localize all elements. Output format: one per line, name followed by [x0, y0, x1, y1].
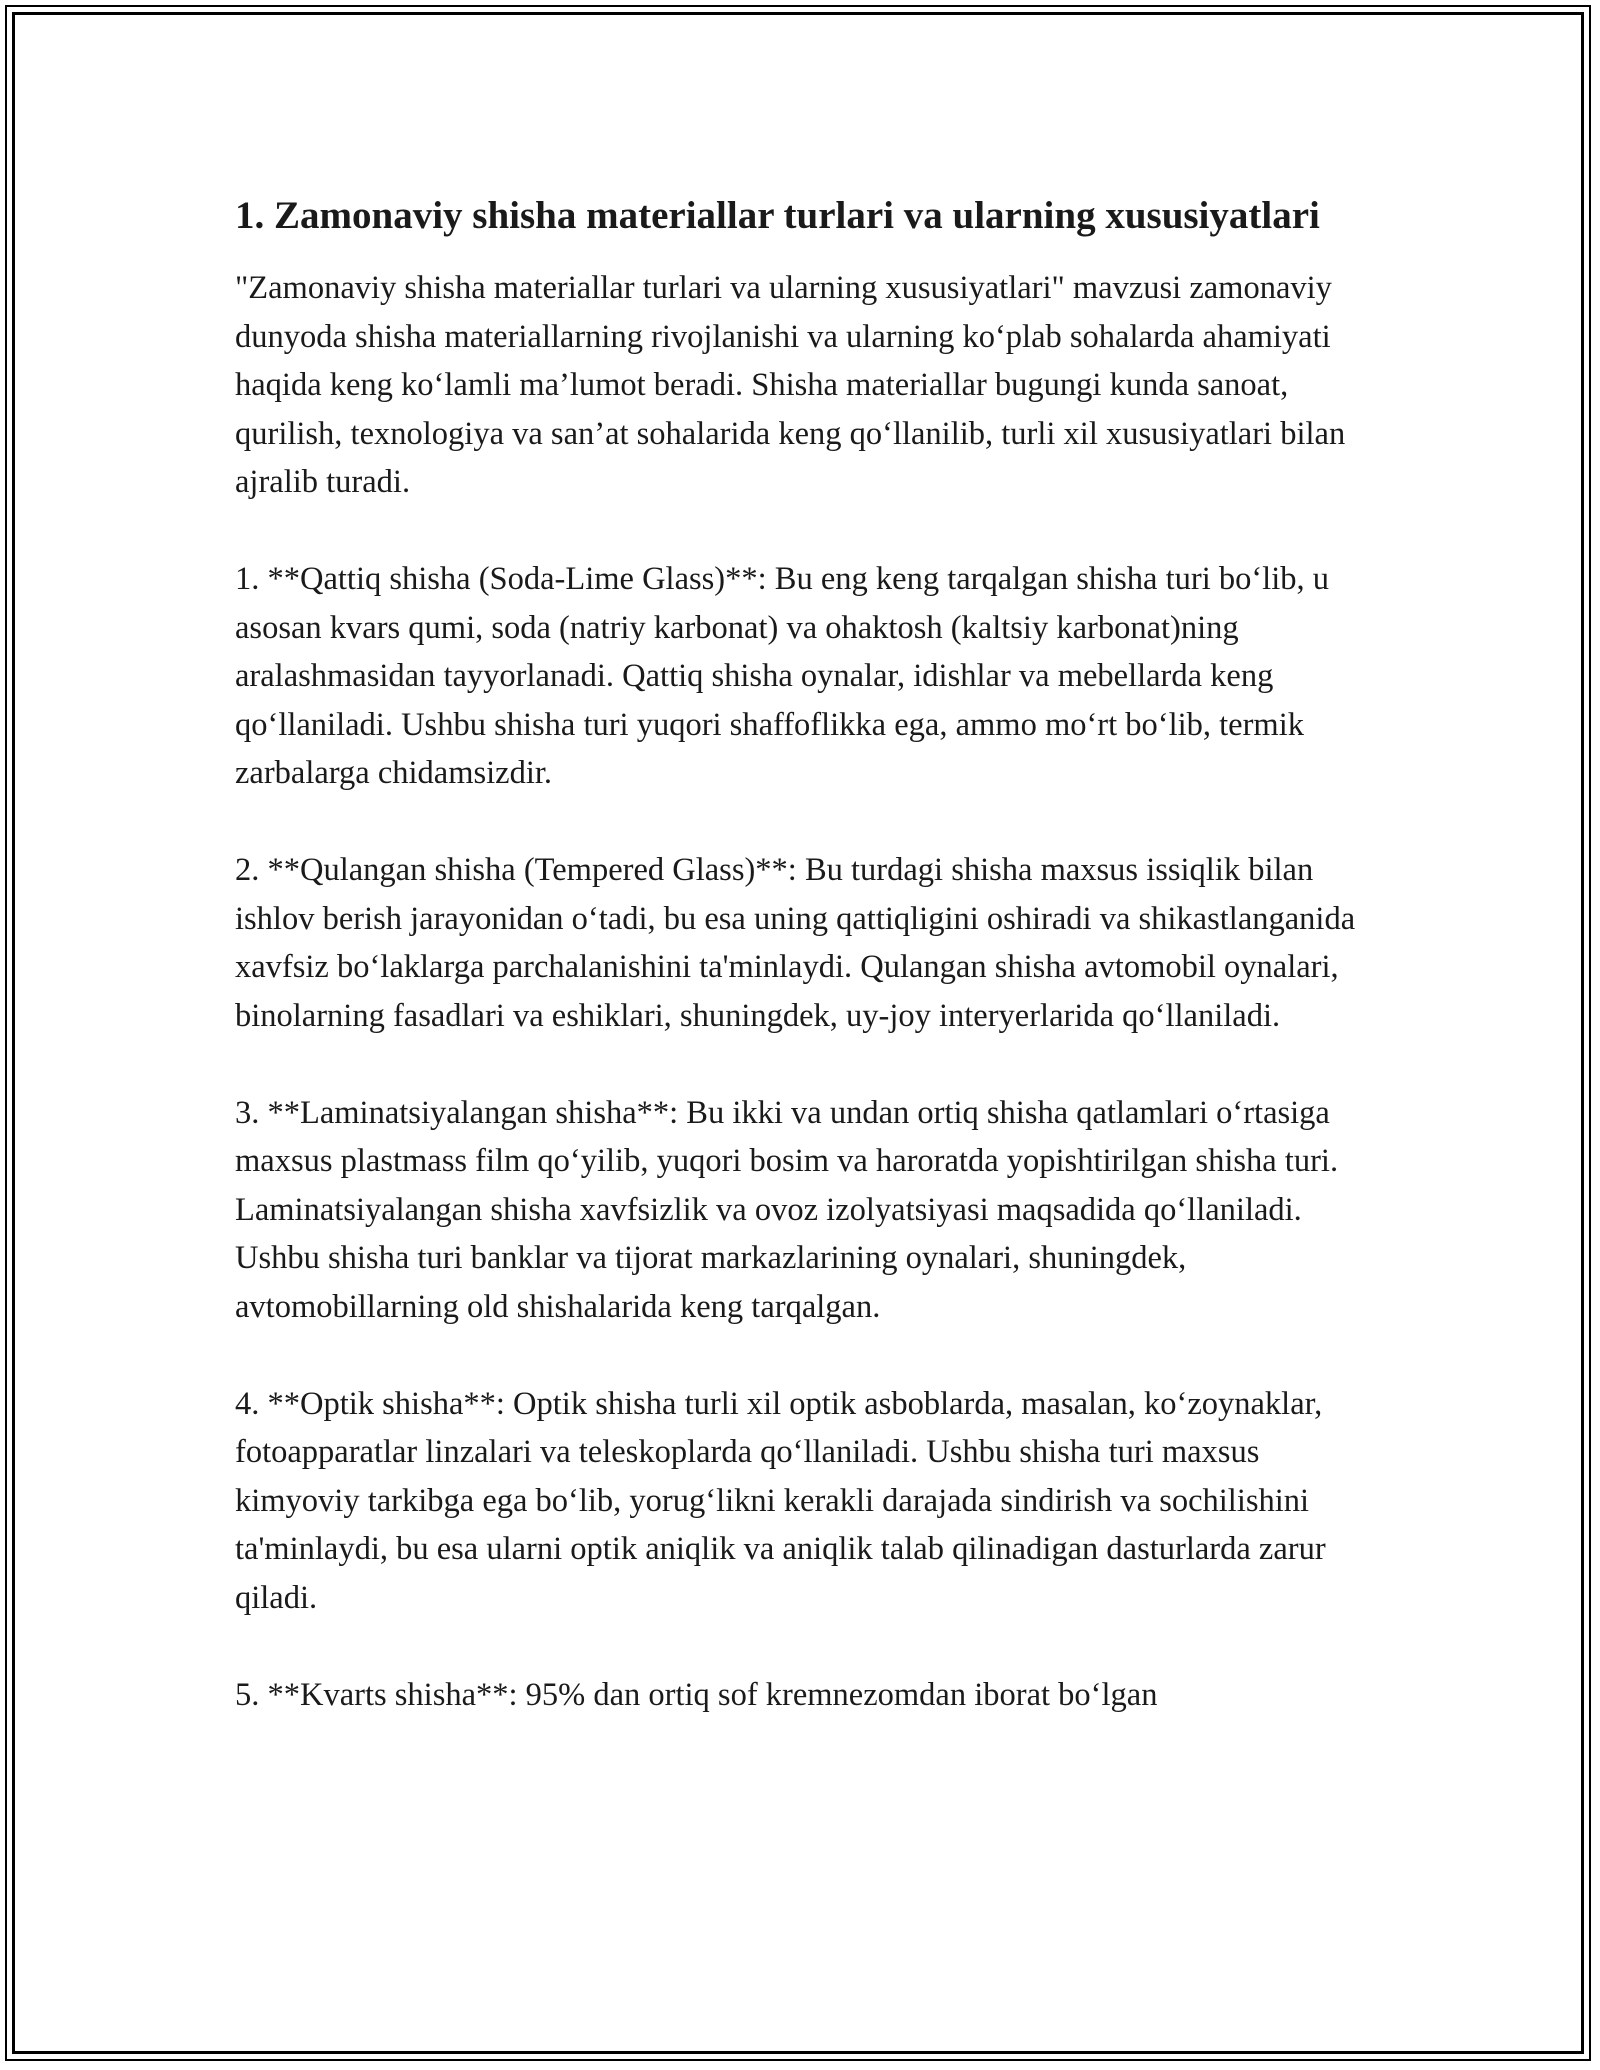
paragraph-tempered-glass: 2. **Qulangan shisha (Tempered Glass)**: Bu turdagi shisha maxsus issiqlik bilan ishlov berish jarayonidan o‘tadi, bu esa uning qattiqligini oshiradi va shikastlanganida xavfsiz bo‘laklarga parchalanishini ta'minlaydi. Qulangan shisha avtomobil oynalari, binolarning fasadlari va eshiklari, shuningdek, uy-joy interyerlarida qo‘llaniladi.	[235, 852, 1356, 1034]
paragraph-laminated-glass: 3. **Laminatsiyalangan shisha**: Bu ikki va undan ortiq shisha qatlamlari o‘rtasiga maxsus plastmass film qo‘yilib, yuqori bosim va haroratda yopishtirilgan shisha turi. Laminatsiyalangan shisha xavfsizlik va ovoz izolyatsiyasi maqsadida qo‘llaniladi. Ushbu shisha turi banklar va tijorat markazlarining oynalari, shuningdek, avtomobillarning old shishalarida keng tarqalgan.	[235, 1094, 1339, 1325]
paragraph-optical-glass: 4. **Optik shisha**: Optik shisha turli xil optik asboblarda, masalan, ko‘zoynaklar, fotoapparatlar linzalari va teleskoplarda qo‘llaniladi. Ushbu shisha turi maxsus kimyoviy tarkibga ega bo‘lib, yorug‘likni kerakli darajada sindirish va sochilishini ta'minlaydi, bu esa ularni optik aniqlik va aniqlik talab qilinadigan dasturlarda zarur qiladi.	[235, 1385, 1326, 1616]
document-body	[235, 188, 1385, 1768]
paragraph-soda-lime-glass: 1. **Qattiq shisha (Soda-Lime Glass)**: Bu eng keng tarqalgan shisha turi bo‘lib, u asosan kvars qumi, soda (natriy karbonat) va ohaktosh (kaltsiy karbonat)ning aralashmasidan tayyorlanadi. Qattiq shisha oynalar, idishlar va mebellarda keng qo‘llaniladi. Ushbu shisha turi yuqori shaffoflikka ega, ammo mo‘rt bo‘lib, termik zarbalarga chidamsizdir.	[235, 561, 1329, 791]
paragraph-quartz-glass: 5. **Kvarts shisha**: 95% dan ortiq sof kremnezomdan iborat bo‘lgan	[235, 1676, 1158, 1713]
document-title: 1. Zamonaviy shisha materiallar turlari va ularning xususiyatlari	[235, 194, 1320, 237]
intro-paragraph: "Zamonaviy shisha materiallar turlari va ularning xususiyatlari" mavzusi zamonaviy dunyoda shisha materiallarning rivojlanishi va ularning ko‘plab sohalarda ahamiyati haqida keng ko‘lamli ma’lumot beradi. Shisha materiallar bugungi kunda sanoat, qurilish, texnologiya va san’at sohalarida keng qo‘llanilib, turli xil xususiyatlari bilan ajralib turadi.	[235, 270, 1346, 500]
